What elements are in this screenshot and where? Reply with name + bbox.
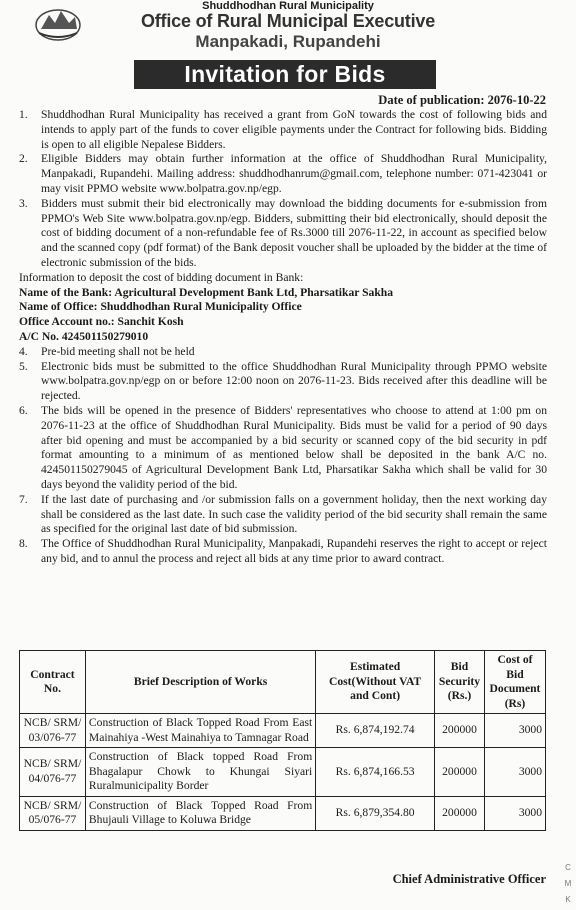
header-description: Brief Description of Works (85, 651, 315, 714)
cell-estimated-cost: Rs. 6,879,354.80 (316, 796, 435, 830)
notice-item (19, 360, 547, 404)
notice-item (19, 108, 547, 152)
header-document-cost: Cost of Bid Document (Rs) (484, 651, 545, 714)
banner-title: Invitation for Bids (134, 60, 436, 89)
bank-info-intro: Information to deposit the cost of bidding document in Bank: (19, 270, 304, 284)
table-row (20, 748, 546, 797)
item-text: The bids will be opened in the presence of Bidders' representatives who choose to attend at 1:00 pm on 2076-11-23 at the office of Shuddhodhan Rural Municipality. Bids must be valid for a period of 90 days after bid opening and must be accompanied by a bid security or scanned copy of the bid security in pdf format amounting to a minimum of as mentioned below shall be deposited in the bank A/C no. 424501150279045 of Agricultural Development Bank Ltd, Pharsatikar Sakha which shall be valid for 30 days beyond the validity period of the bid. (41, 403, 547, 491)
item-number: 5. (19, 359, 28, 373)
cell-document-cost: 3000 (484, 714, 545, 748)
item-number: 6. (19, 403, 28, 417)
cell-estimated-cost: Rs. 6,874,166.53 (316, 748, 435, 797)
table-header-row (20, 651, 546, 714)
notice-item (19, 404, 547, 493)
cell-description: Construction of Black topped Road From Bhagalapur Chowk to Khungai Siyari Ruralmunicipality Border (85, 748, 315, 797)
table-row (20, 714, 546, 748)
office-title: Office of Rural Municipal Executive (140, 11, 436, 31)
cell-estimated-cost: Rs. 6,874,192.74 (316, 714, 435, 748)
notice-body (19, 108, 547, 567)
cell-contract-no: NCB/ SRM/ 03/076-77 (20, 714, 86, 748)
account-number: A/C No. 424501150279010 (19, 329, 149, 343)
item-number: 8. (19, 537, 28, 551)
item-text: Pre-bid meeting shall not be held (41, 344, 195, 358)
cell-document-cost: 3000 (484, 748, 545, 797)
office-location: Manpakadi, Rupandehi (195, 32, 381, 51)
item-text: Bidders must submit their bid electronically may download the bidding documents for e-submission from PPMO's Web Site www.bolpatra.gov.np/egp. Bidders, submitting their bid electronically, should deposit the cost of bidding document of a non-refundable fee of Rs.3000 till 2076-11-22, in account as specified below and the scanned copy (pdf format) of the Bank deposit voucher shall be uploaded by the bidder at the time of electronic submission of the bids. (41, 196, 547, 269)
notice-item (19, 197, 547, 271)
cell-document-cost: 3000 (484, 796, 545, 830)
notice-item (19, 537, 547, 567)
header-estimated-cost: Estimated Cost(Without VAT and Cont) (316, 651, 435, 714)
margin-mark: K (565, 895, 571, 904)
item-text: Eligible Bidders may obtain further information at the office of Shuddhodhan Rural Municipality, Manpakadi, Rupandehi. Mailing address: shuddhodhanrum@gmail.com, telephone number: 071-423041 or may visit PPMO website www.bolpatra.gov.np/egp. (41, 152, 547, 195)
margin-mark: C (565, 863, 571, 872)
cell-description: Construction of Black Topped Road From Bhujauli Village to Koluwa Bridge (85, 796, 315, 830)
table-row (20, 796, 546, 830)
notice-item (19, 152, 547, 196)
item-number: 2. (19, 152, 28, 166)
cell-bid-security: 200000 (435, 714, 485, 748)
cell-contract-no: NCB/ SRM/ 05/076-77 (20, 796, 86, 830)
item-number: 7. (19, 492, 28, 506)
item-number: 4. (19, 344, 28, 358)
signoff: Chief Administrative Officer (392, 872, 546, 886)
cell-contract-no: NCB/ SRM/ 04/076-77 (20, 748, 86, 797)
header-bid-security: Bid Security (Rs.) (435, 651, 485, 714)
cell-bid-security: 200000 (435, 748, 485, 797)
top-label: Shuddhodhan Rural Municipality (202, 0, 374, 12)
office-name: Name of Office: Shuddhodhan Rural Municipality Office (19, 300, 302, 314)
cell-description: Construction of Black Topped Road From East Mainahiya -West Mainahiya to Tamnagar Road (85, 714, 315, 748)
item-text: Shuddhodhan Rural Municipality has received a grant from GoN towards the cost of following bids and intends to apply part of the funds to cover eligible payments under the Contract for following bids. Bidding is open to all eligible Nepalese Bidders. (41, 108, 547, 151)
notice-item (19, 345, 547, 360)
item-text: If the last date of purchasing and /or submission falls on a government holiday, then the next working day shall be considered as the last date. In such case the validity period of the bid security shall remain the same as specified for the original last date of bid submission. (41, 492, 547, 536)
item-text: The Office of Shuddhodhan Rural Municipality, Manpakadi, Rupandehi reserves the right to accept or reject any bid, and to annul the process and reject all bids at any time prior to award contract. (41, 537, 547, 565)
header-contract-no: Contract No. (20, 651, 86, 714)
cell-bid-security: 200000 (435, 796, 485, 830)
item-text: Electronic bids must be submitted to the office Shuddhodhan Rural Municipality through PPMO website www.bolpatra.gov.np/egp on or before 12:00 noon on 2076-11-23. Bids received after this deadline will be rejected. (41, 359, 547, 403)
notice-item (19, 493, 547, 537)
item-number: 3. (19, 196, 28, 210)
bank-name: Name of the Bank: Agricultural Development Bank Ltd, Pharsatikar Sakha (19, 285, 394, 299)
bids-table (19, 650, 546, 831)
item-number: 1. (19, 108, 28, 121)
margin-marks (563, 860, 573, 908)
office-account: Office Account no.: Sanchit Kosh (19, 315, 184, 329)
margin-mark: M (564, 879, 572, 888)
publication-date: Date of publication: 2076-10-22 (378, 93, 546, 107)
